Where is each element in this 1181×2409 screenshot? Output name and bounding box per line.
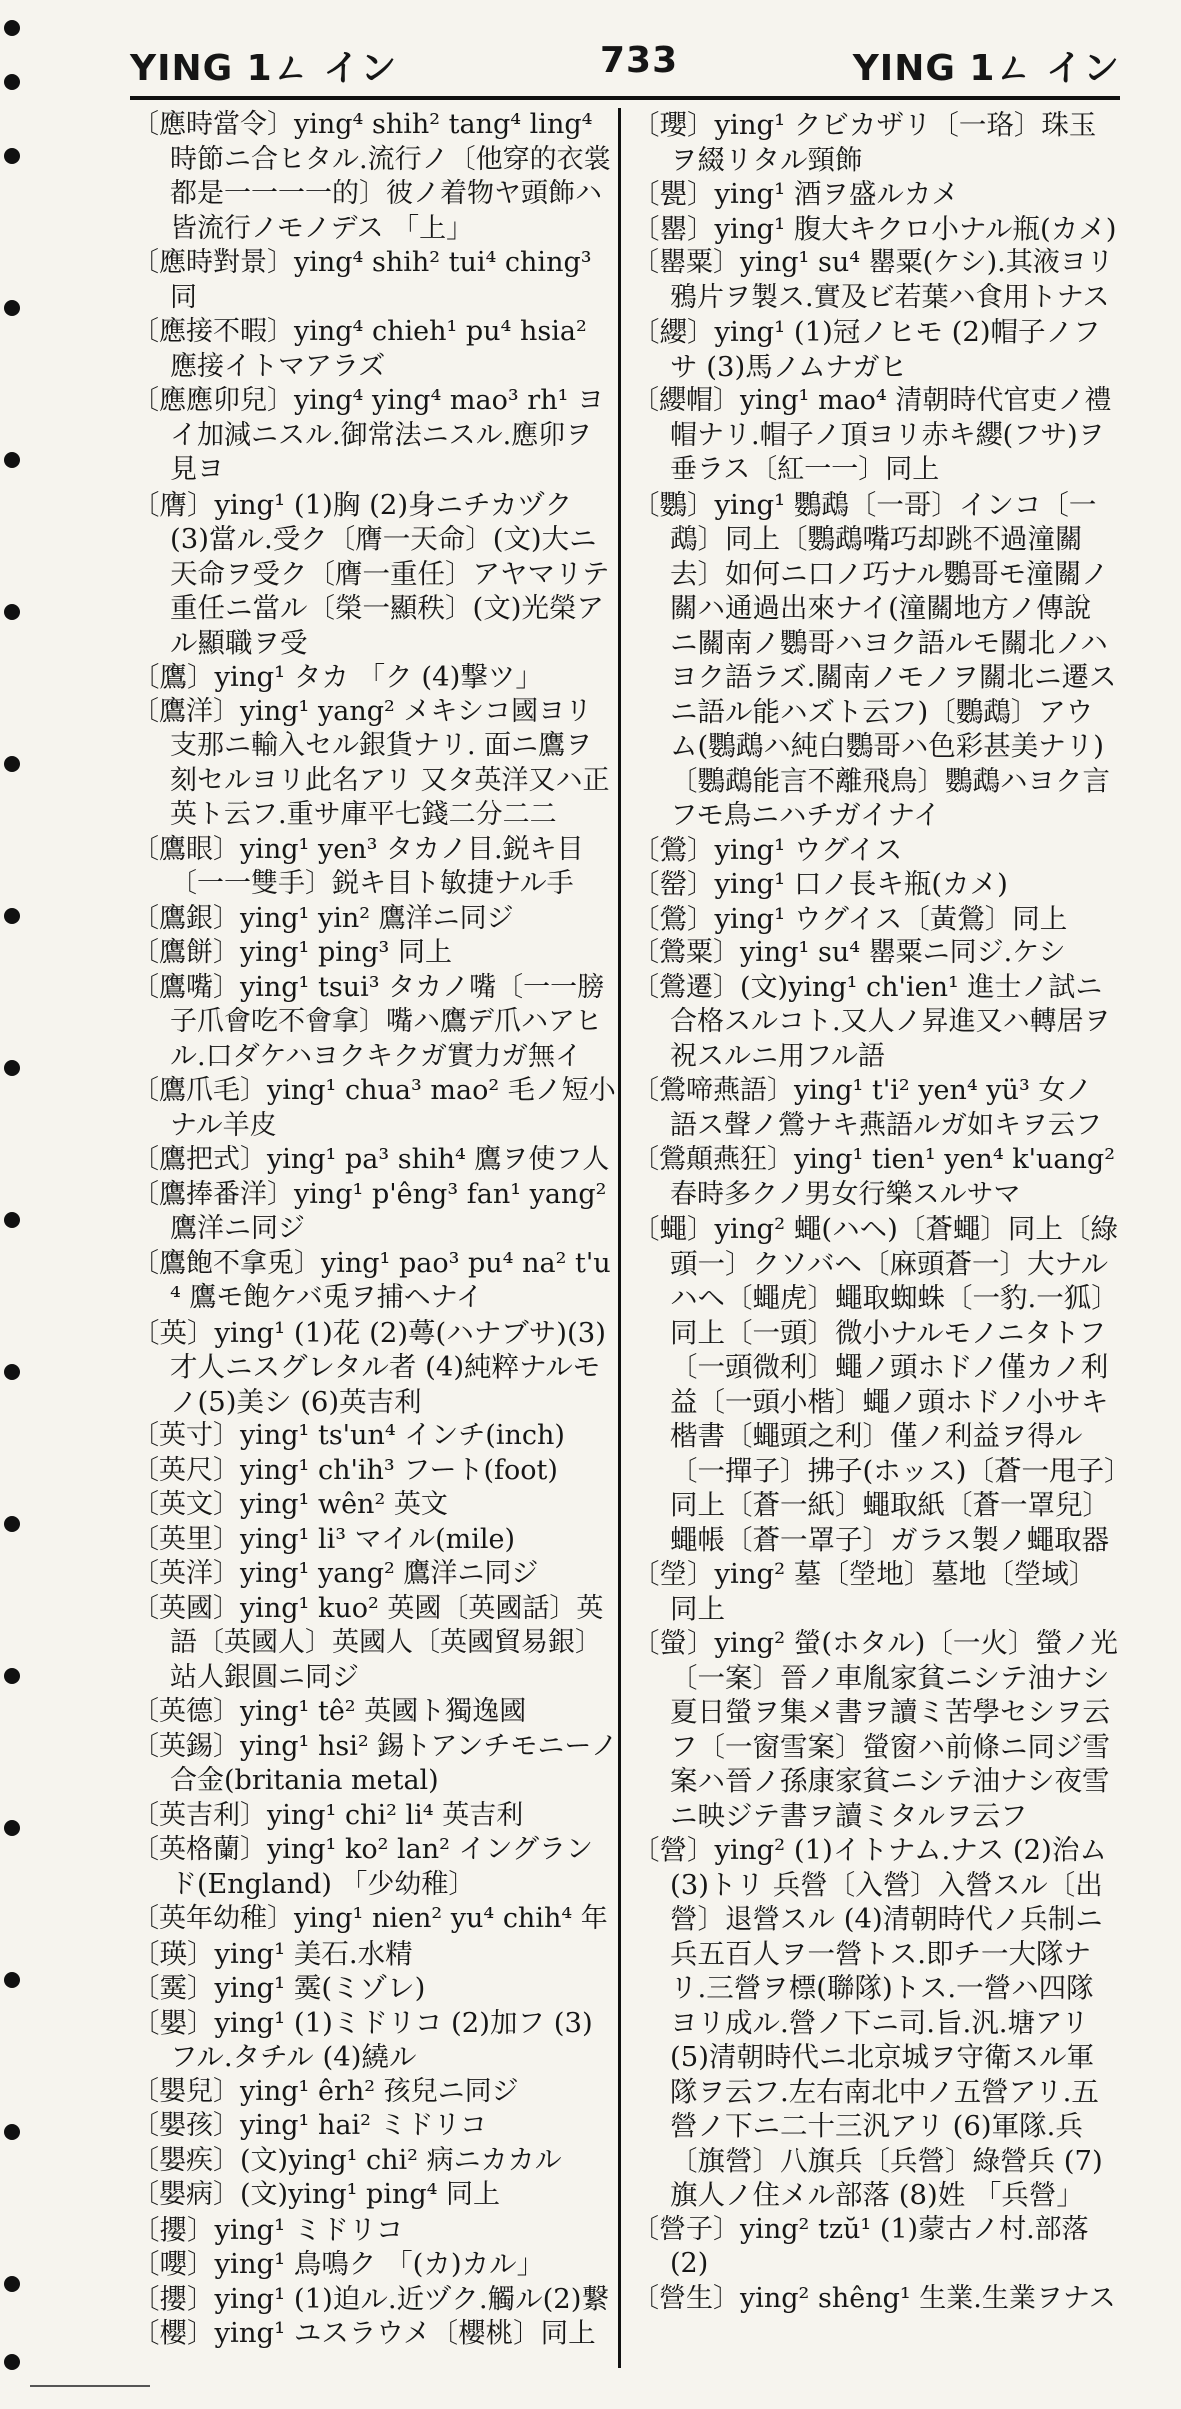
binding-hole [4, 1364, 20, 1380]
dictionary-entry: 〔罌粟〕ying¹ su⁴ 罌粟(ケシ).其液ヨリ鴉片ヲ製ス.實及ビ若葉ハ食用トナス [632, 247, 1114, 313]
dictionary-entry: 〔鷹眼〕ying¹ yen³ タカノ目.鋭キ目〔一一雙手〕鋭キ目ト敏捷ナル手 [132, 833, 584, 899]
dictionary-entry: 〔纓〕ying¹ (1)冠ノヒモ (2)帽子ノフサ (3)馬ノムナガヒ [632, 316, 1101, 383]
dictionary-entry: 〔鷹銀〕ying¹ yin² 鷹洋ニ同ジ [132, 902, 514, 934]
dictionary-entry: 〔鶯〕ying¹ ウグイス〔黃鶯〕同上 [632, 902, 1068, 935]
binding-hole [4, 1668, 20, 1684]
binding-hole [4, 604, 20, 620]
footer-mark [30, 2385, 150, 2387]
dictionary-entry: 〔攖〕ying¹ (1)迫ル.近ヅク.觸ル(2)繋 [132, 2282, 610, 2315]
binding-hole [4, 1820, 20, 1836]
right-column [632, 108, 1118, 2368]
binding-hole [4, 300, 20, 316]
dictionary-entry: 〔嬰〕ying¹ (1)ミドリコ (2)加フ (3)フル.タチル (4)繞ル [132, 2006, 593, 2073]
binding-hole [4, 20, 20, 36]
page-number: 733 [600, 40, 679, 81]
dictionary-entry: 〔鷹飽不拿兎〕ying¹ pao³ pu⁴ na² t'u⁴ 鷹モ飽ケバ兎ヲ捕ヘナイ [132, 1247, 611, 1313]
dictionary-entry: 〔螢〕ying² 螢(ホタル)〔一火〕螢ノ光〔一案〕晉ノ車胤家貧ニシテ油ナシ夏日螢ヲ集メ書ヲ讀ミ苦學セシヲ云フ〔一窗雪案〕螢窗ハ前條ニ同ジ雪案ハ晉ノ孫康家貧ニシテ油ナシ夜雪ニ映ジテ書ヲ讀ミタルヲ云フ [632, 1627, 1118, 1832]
dictionary-entry: 〔英吉利〕ying¹ chi² li⁴ 英吉利 [132, 1799, 524, 1831]
dictionary-entry: 〔嬰病〕(文)ying¹ ping⁴ 同上 [132, 2179, 501, 2210]
binding-hole [4, 1212, 20, 1228]
binding-hole [4, 2276, 20, 2292]
dictionary-entry: 〔鷹爪毛〕ying¹ chua³ mao² 毛ノ短小ナル羊皮 [132, 1075, 616, 1141]
dictionary-entry: 〔鷹捧番洋〕ying¹ p'êng³ fan¹ yang² 鷹洋ニ同ジ [132, 1178, 607, 1244]
dictionary-entry: 〔英國〕ying¹ kuo² 英國〔英國話〕英語〔英國人〕英國人〔英國貿易銀〕站人銀圓ニ同ジ [132, 1592, 604, 1693]
dictionary-entry: 〔英洋〕ying¹ yang² 鷹洋ニ同ジ [132, 1558, 539, 1589]
dictionary-entry: 〔應應卯兒〕ying⁴ ying⁴ mao³ rh¹ ヨイ加減ニスル.御常法ニスル.應卯ヲ見ヨ [132, 385, 604, 485]
dictionary-entry: 〔櫻〕ying¹ ユスラウメ〔櫻桃〕同上 [132, 2317, 596, 2349]
dictionary-entry: 〔鶯粟〕ying¹ su⁴ 罌粟ニ同ジ.ケシ [632, 937, 1066, 968]
dictionary-entry: 〔鷹〕ying¹ タカ 「ク (4)撃ツ」 [132, 661, 543, 693]
binding-hole [4, 1972, 20, 1988]
dictionary-entry: 〔應接不暇〕ying⁴ chieh¹ pu⁴ hsia² 應接イトマアラズ [132, 316, 587, 382]
dictionary-entry: 〔嚶〕ying¹ 鳥鳴ク 「(カ)カル」 [132, 2248, 545, 2280]
header-left-keyword: YING 1ㄥ イン [130, 48, 398, 89]
binding-hole [4, 2124, 20, 2140]
left-column [132, 108, 618, 2368]
dictionary-entry: 〔嬰疾〕(文)ying¹ chi² 病ニカカル [132, 2144, 562, 2176]
dictionary-entry: 〔鸚〕ying¹ 鸚鵡〔一哥〕インコ〔一鵡〕同上〔鸚鵡嘴巧却跳不過潼關去〕如何ニ口ノ巧ナル鸚哥モ潼關ノ關ハ通過出來ナイ(潼關地方ノ傳說ニ關南ノ鸚哥ハヨク語ルモ關北ノハヨク語ラズ.關南ノモノヲ關北ニ遷スニ語ル能ハズト云フ)〔鸚鵡〕アウム(鸚鵡ハ純白鸚哥ハ色彩甚美ナリ)〔鸚鵡能言不離飛鳥〕鸚鵡ハヨク言フモ鳥ニハチガイナイ [632, 488, 1117, 831]
dictionary-entry: 〔罌〕ying¹ 腹大キクロ小ナル瓶(カメ) [632, 212, 1117, 245]
dictionary-entry: 〔英錫〕ying¹ hsi² 錫トアンチモニーノ合金(britania metal) [132, 1730, 618, 1796]
dictionary-entry: 〔嬰孩〕ying¹ hai² ミドリコ [132, 2110, 487, 2141]
dictionary-entry: 〔英德〕ying¹ tê² 英國ト獨逸國 [132, 1696, 527, 1727]
dictionary-entry: 〔英〕ying¹ (1)花 (2)蕚(ハナブサ)(3)才人ニスグレタル者 (4)純粹ナルモノ(5)美シ (6)英吉利 [132, 1316, 606, 1418]
dictionary-entry: 〔瑛〕ying¹ 美石.水精 [132, 1937, 413, 1970]
dictionary-entry: 〔英里〕ying¹ li³ マイル(mile) [132, 1523, 516, 1555]
dictionary-entry: 〔鶯〕ying¹ ウグイス [632, 833, 903, 866]
dictionary-entry: 〔英尺〕ying¹ ch'ih³ フート(foot) [132, 1454, 558, 1486]
dictionary-entry: 〔瓔〕ying¹ クビカザリ〔一珞〕珠玉ヲ綴リタル頸飾 [632, 109, 1097, 176]
dictionary-entry: 〔應時當令〕ying⁴ shih² tang⁴ ling⁴ 時節ニ合ヒタル.流行ノ〔他穿的衣裳都是一一一一的〕彼ノ着物ヤ頭飾ハ皆流行ノモノデス 「上」 [132, 109, 611, 244]
dictionary-entry: 〔蠅〕ying² 蠅(ハヘ)〔蒼蠅〕同上〔綠頭一〕クソバヘ〔麻頭蒼一〕大ナルハヘ〔蠅虎〕蠅取蜘蛛〔一豹.一狐〕同上〔一頭〕微小ナルモノニタトフ〔一頭微利〕蠅ノ頭ホドノ僅カノ利益〔一頭小楷〕蠅ノ頭ホドノ小サキ楷書〔蠅頭之利〕僅ノ利益ヲ得ル〔一撣子〕拂子(ホッス)〔蒼一甩子〕同上〔蒼一紙〕蠅取紙〔蒼一罩兒〕蠅帳〔蒼一罩子〕ガラス製ノ蠅取器 [632, 1213, 1118, 1556]
binding-hole [4, 2354, 20, 2370]
dictionary-entry: 〔甖〕ying¹ 酒ヲ盛ルカメ [632, 178, 959, 210]
dictionary-entry: 〔塋〕ying² 墓〔塋地〕墓地〔塋域〕同上 [632, 1558, 1097, 1625]
binding-hole [4, 908, 20, 924]
dictionary-entry: 〔膺〕ying¹ (1)胸 (2)身ニチカヅク (3)當ル.受ク〔膺一天命〕(文)大ニ天命ヲ受ク〔膺一重任〕アヤマリテ重任ニ當ル〔榮一顯秩〕(文)光榮アル顯職ヲ受 [132, 488, 610, 659]
binding-hole [4, 1516, 20, 1532]
dictionary-entry: 〔英年幼稚〕ying¹ nien² yu⁴ chih⁴ 年 [132, 1903, 608, 1934]
dictionary-entry: 〔應時對景〕ying⁴ shih² tui⁴ ching³ 同 [132, 247, 592, 313]
dictionary-entry: 〔鶯啼燕語〕ying¹ t'i² yen⁴ yü³ 女ノ語ス聲ノ鶯ナキ燕語ルガ如キヲ云フ [632, 1075, 1102, 1141]
dictionary-entry: 〔英寸〕ying¹ ts'un⁴ インチ(inch) [132, 1420, 565, 1451]
dictionary-entry: 〔鷹嘴〕ying¹ tsui³ タカノ嘴〔一一膀子爪會吃不會拿〕嘴ハ鷹デ爪ハアヒル.口ダケハヨクキクガ實力ガ無イ [132, 971, 605, 1072]
dictionary-entry: 〔營〕ying² (1)イトナム.ナス (2)治ム (3)トリ 兵營〔入營〕入營スル〔出營〕退營スル (4)清朝時代ノ兵制ニ兵五百人ヲ一營トス.即チ一大隊ナリ.三營ヲ標(聯隊)トス.一營ハ四隊ヨリ成ル.營ノ下ニ司.旨.汎.塘アリ (5)清朝時代ニ北京城ヲ守衛スル軍隊ヲ云フ.左右南北中ノ五營アリ.五營ノ下ニ二十三汎アリ (6)軍隊.兵〔旗營〕八旗兵〔兵營〕綠營兵 (7)旗人ノ住メル部落 (8)姓 「兵營」 [632, 1834, 1107, 2211]
dictionary-entry: 〔英文〕ying¹ wên² 英文 [132, 1489, 448, 1520]
binding-hole [4, 148, 20, 164]
dictionary-entry: 〔鶯顛燕狂〕ying¹ tien¹ yen⁴ k'uang² 春時多クノ男女行樂スルサマ [632, 1144, 1116, 1210]
header-right-keyword: YING 1ㄥ イン [852, 48, 1120, 89]
binding-hole [4, 452, 20, 468]
header-rule [130, 96, 1120, 100]
dictionary-entry: 〔英格蘭〕ying¹ ko² lan² イングランド(England) 「少幼稚〕 [132, 1834, 593, 1900]
dictionary-entry: 〔營子〕ying² tzŭ¹ (1)蒙古ノ村.部落 (2) [632, 2213, 1089, 2279]
dictionary-entry: 〔鷹把式〕ying¹ pa³ shih⁴ 鷹ヲ使フ人 [132, 1144, 610, 1175]
binding-holes [0, 0, 40, 2409]
dictionary-entry: 〔鷹餅〕ying¹ ping³ 同上 [132, 937, 452, 968]
dictionary-entry: 〔鶯遷〕(文)ying¹ ch'ien¹ 進士ノ試ニ合格スルコト.又人ノ昇進又ハ轉居ヲ祝スルニ用フル語 [632, 971, 1111, 1072]
dictionary-entry: 〔纓帽〕ying¹ mao⁴ 清朝時代官吏ノ禮帽ナリ.帽子ノ頂ヨリ赤キ纓(フサ)ヲ垂ラス〔紅一一〕同上 [632, 385, 1112, 485]
dictionary-entry: 〔攖〕ying¹ ミドリコ [132, 2213, 404, 2246]
page-header [130, 32, 1120, 92]
binding-hole [4, 74, 20, 90]
dictionary-entry: 〔鷹洋〕ying¹ yang² メキシコ國ヨリ支那ニ輸入セル銀貨ナリ. 面ニ鷹ヲ刻セルヨリ此名アリ 又タ英洋又ハ正英ト云フ.重サ庫平七錢二分二二 [132, 695, 610, 830]
dictionary-entry: 〔嬰兒〕ying¹ êrh² 孩兒ニ同ジ [132, 2075, 519, 2107]
dictionary-entry: 〔營生〕ying² shêng¹ 生業.生業ヲナス [632, 2282, 1116, 2314]
column-divider [618, 108, 621, 2368]
binding-hole [4, 756, 20, 772]
dictionary-entry: 〔罃〕ying¹ 口ノ長キ瓶(カメ) [632, 868, 1008, 900]
binding-hole [4, 1060, 20, 1076]
dictionary-entry: 〔霙〕ying¹ 霙(ミゾレ) [132, 1972, 426, 2004]
